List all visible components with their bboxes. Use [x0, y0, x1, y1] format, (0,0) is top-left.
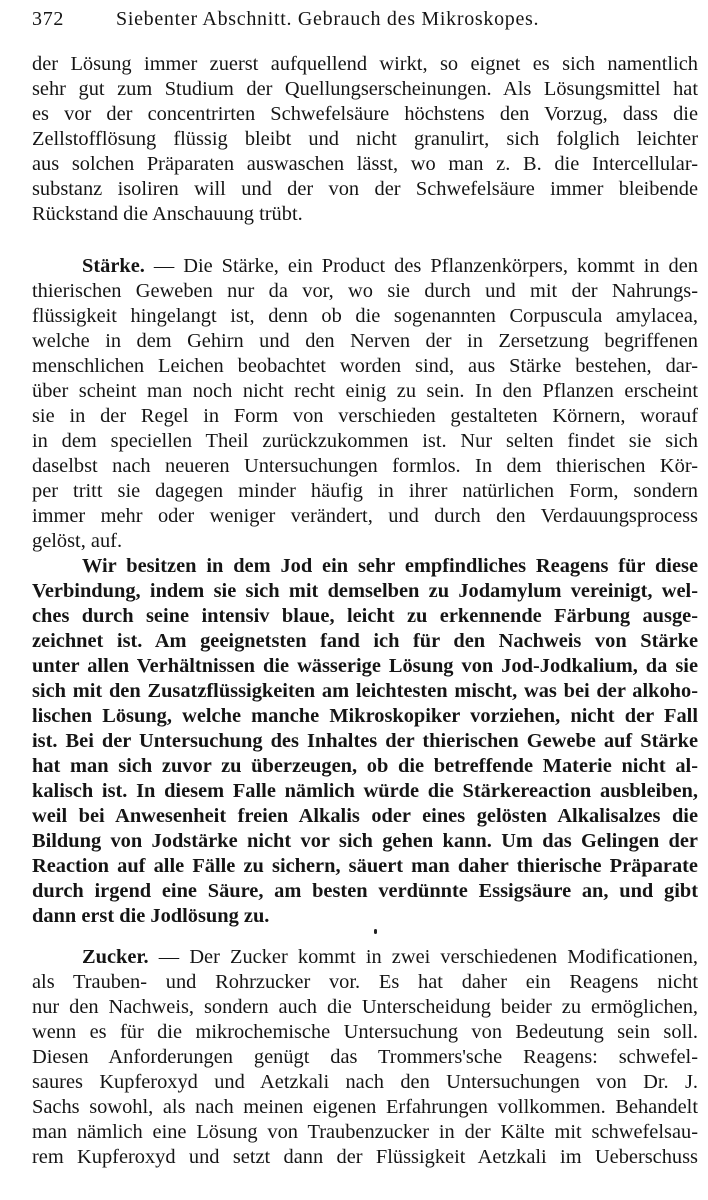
text-line: hat man sich zuvor zu überzeugen, ob die betreffende Materie nicht al-	[32, 755, 698, 777]
text-line: sie in der Regel in Form von verschieden gestalteten Körnern, worauf	[32, 405, 698, 427]
section-heading-zucker: Zucker.	[82, 946, 149, 968]
text-line: lischen Lösung, welche manche Mikroskopiker vorziehen, nicht der Fall	[32, 705, 698, 727]
text-line: gelöst, auf.	[32, 530, 123, 552]
text-line: sehr gut zum Studium der Quellungserscheinungen. Als Lösungsmittel hat	[32, 78, 698, 100]
stray-ink-mark	[374, 929, 377, 934]
text-line: kalisch ist. In diesem Falle nämlich würde die Stärkereaction ausbleiben,	[32, 780, 698, 802]
text-line: es vor der concentrirten Schwefelsäure höchstens den Vorzug, dass die	[32, 103, 698, 125]
page-header	[32, 8, 682, 38]
text-line: Wir besitzen in dem Jod ein sehr empfindliches Reagens für diese	[82, 555, 698, 577]
text-line: Zellstofflösung flüssig bleibt und nicht granulirt, sich folglich leichter	[32, 128, 698, 150]
text-line: zeichnet ist. Am geeignetsten fand ich für den Nachweis von Stärke	[32, 630, 698, 652]
text-line: Bildung von Jodstärke nicht vor sich gehen kann. Um das Gelingen der	[32, 830, 698, 852]
page-number: 372	[32, 8, 65, 30]
text-line: Verbindung, indem sie sich mit demselben zu Jodamylum vereinigt, wel-	[32, 580, 698, 602]
text-line: weil bei Anwesenheit freien Alkalis oder eines gelösten Alkalisalzes die	[32, 805, 698, 827]
text-line: dann erst die Jodlösung zu.	[32, 905, 270, 927]
zucker-paragraph	[32, 945, 698, 1170]
text-line: ist. Bei der Untersuchung des Inhaltes der thierischen Gewebe auf Stärke	[32, 730, 698, 752]
text-line: substanz isoliren will und der von der Schwefelsäure immer bleibende	[32, 178, 698, 200]
text-line: über scheint man noch nicht recht einig zu sein. In den Pflanzen erscheint	[32, 380, 698, 402]
section-heading-line	[32, 945, 698, 970]
running-title: Siebenter Abschnitt. Gebrauch des Mikroskopes.	[116, 8, 540, 30]
text-line: in dem speciellen Theil zurückzukommen ist. Nur selten findet sie sich	[32, 430, 698, 452]
text-line: aus solchen Präparaten auswaschen lässt, wo man z. B. die Intercellular-	[32, 153, 698, 175]
text-line: menschlichen Leichen beobachtet worden sind, aus Stärke bestehen, dar-	[32, 355, 698, 377]
starke-paragraph	[32, 254, 698, 554]
text-line: Reaction auf alle Fälle zu sichern, säuert man daher thierische Präparate	[32, 855, 698, 877]
section-heading-line-rest: — Die Stärke, ein Product des Pflanzenkörpers, kommt in den	[144, 255, 698, 277]
text-line: der Lösung immer zuerst aufquellend wirkt, so eignet es sich namentlich	[32, 53, 698, 75]
text-line: ches durch seine intensiv blaue, leicht zu erkennende Färbung ausge-	[32, 605, 698, 627]
section-heading-starke: Stärke.	[82, 255, 145, 277]
text-line: als Trauben- und Rohrzucker vor. Es hat daher ein Reagens nicht	[32, 971, 698, 993]
text-line: daselbst nach neueren Untersuchungen formlos. In dem thierischen Kör-	[32, 455, 698, 477]
text-line: durch irgend eine Säure, am besten verdünnte Essigsäure an, und gibt	[32, 880, 698, 902]
section-heading-line-rest: — Der Zucker kommt in zwei verschiedenen Modificationen,	[148, 946, 698, 968]
intro-paragraph	[32, 52, 698, 227]
text-line: nur den Nachweis, sondern auch die Unterscheidung beider zu ermöglichen,	[32, 996, 698, 1018]
text-line: welche in dem Gehirn und den Nerven der in Zersetzung begriffenen	[32, 330, 698, 352]
section-heading-line	[32, 254, 698, 279]
text-line: flüssigkeit hingelangt ist, denn ob die sogenannten Corpuscula amylacea,	[32, 305, 698, 327]
text-line: saures Kupferoxyd und Aetzkali nach den Untersuchungen von Dr. J.	[32, 1071, 698, 1093]
text-line: Sachs sowohl, als nach meinen eigenen Erfahrungen vollkommen. Behandelt	[32, 1096, 698, 1118]
text-line: sich mit den Zusatzflüssigkeiten am leichtesten mischt, was bei der alkoho-	[32, 680, 698, 702]
text-line: man nämlich eine Lösung von Traubenzucker in der Kälte mit schwefelsau-	[32, 1121, 698, 1143]
text-line: Diesen Anforderungen genügt das Trommers'sche Reagens: schwefel-	[32, 1046, 698, 1068]
text-line: unter allen Verhältnissen die wässerige Lösung von Jod-Jodkalium, da sie	[32, 655, 698, 677]
text-line: thierischen Geweben nur da vor, wo sie durch und mit der Nahrungs-	[32, 280, 698, 302]
text-line: per tritt sie dagegen minder häufig in ihrer natürlichen Form, sondern	[32, 480, 698, 502]
text-line: rem Kupferoxyd und setzt dann der Flüssigkeit Aetzkali im Ueberschuss	[32, 1146, 698, 1168]
jod-paragraph	[32, 554, 698, 929]
text-line: immer mehr oder weniger verändert, und durch den Verdauungsprocess	[32, 505, 698, 527]
text-line: wenn es für die mikrochemische Untersuchung von Bedeutung sein soll.	[32, 1021, 698, 1043]
text-line: Rückstand die Anschauung trübt.	[32, 203, 303, 225]
